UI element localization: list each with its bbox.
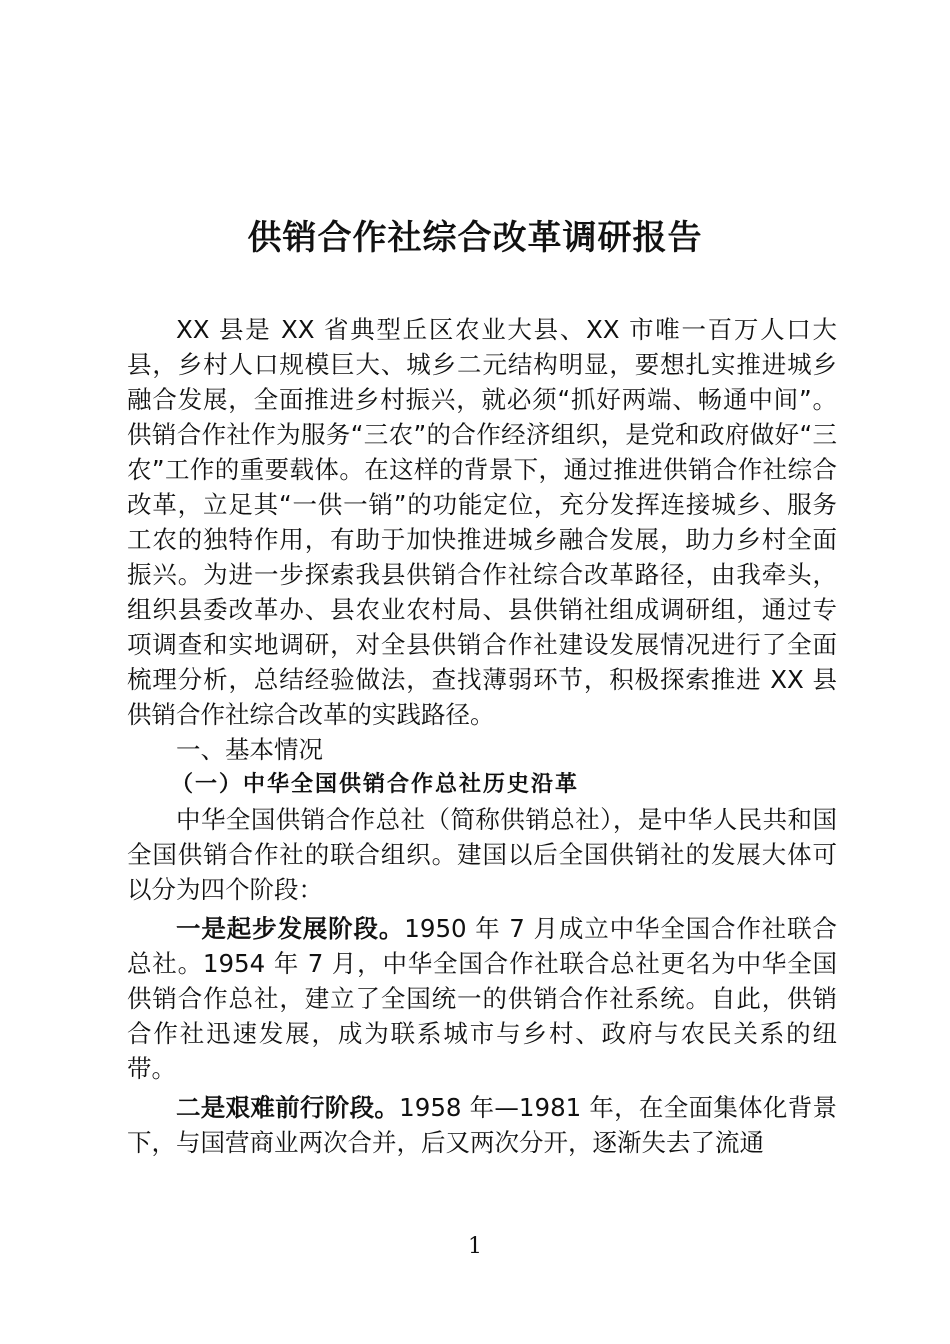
intro-paragraph: XX 县是 XX 省典型丘区农业大县、XX 市唯一百万人口大县，乡村人口规模巨大、城乡二元结构明显，要想扎实推进城乡融合发展，全面推进乡村振兴，就必须“抓好两端、畅通中间”。供销合作社作为服务“三农”的合作经济组织，是党和政府做好“三农”工作的重要载体。在这样的背景下，通过推进供销合作社综合改革，立足其“一供一销”的功能定位，充分发挥连接城乡、服务工农的独特作用，有助于加快推进城乡融合发展，助力乡村全面振兴。为进一步探索我县供销合作社综合改革路径，由我牵头，组织县委改革办、县农业农村局、县供销社组成调研组，通过专项调查和实地调研，对全县供销合作社建设发展情况进行了全面梳理分析，总结经验做法，查找薄弱环节，积极探索推进 XX 县供销合作社综合改革的实践路径。	[127, 315, 837, 729]
section-heading-basic-situation: 一、基本情况	[176, 735, 323, 764]
subsection-heading-history: （一）中华全国供销合作总社历史沿革	[171, 771, 580, 797]
document-title: 供销合作社综合改革调研报告	[247, 218, 703, 258]
stage-2-lead: 二是艰难前行阶段。	[176, 1093, 400, 1122]
stage-1-lead: 一是起步发展阶段。	[176, 914, 405, 943]
stage-1-text: 1950 年 7 月成立中华全国合作社联合总社。1954 年 7 月，中华全国合作社联合总社更名为中华全国供销合作总社，建立了全国统一的供销合作社系统。自此，供销合作社迅速发展，成为联系城市与乡村、政府与农民关系的纽带。	[127, 914, 837, 1083]
stage-2-text: 1958 年—1981 年，在全面集体化背景下，与国营商业两次合并，后又两次分开，逐渐失去了流通	[127, 1093, 838, 1157]
overview-paragraph: 中华全国供销合作总社（简称供销总社），是中华人民共和国全国供销合作社的联合组织。建国以后全国供销社的发展大体可以分为四个阶段：	[127, 805, 837, 904]
stage-1-paragraph	[127, 911, 837, 1086]
stage-2-paragraph	[127, 1090, 837, 1160]
page-number: 1	[468, 1234, 482, 1259]
document-body	[127, 312, 837, 1160]
